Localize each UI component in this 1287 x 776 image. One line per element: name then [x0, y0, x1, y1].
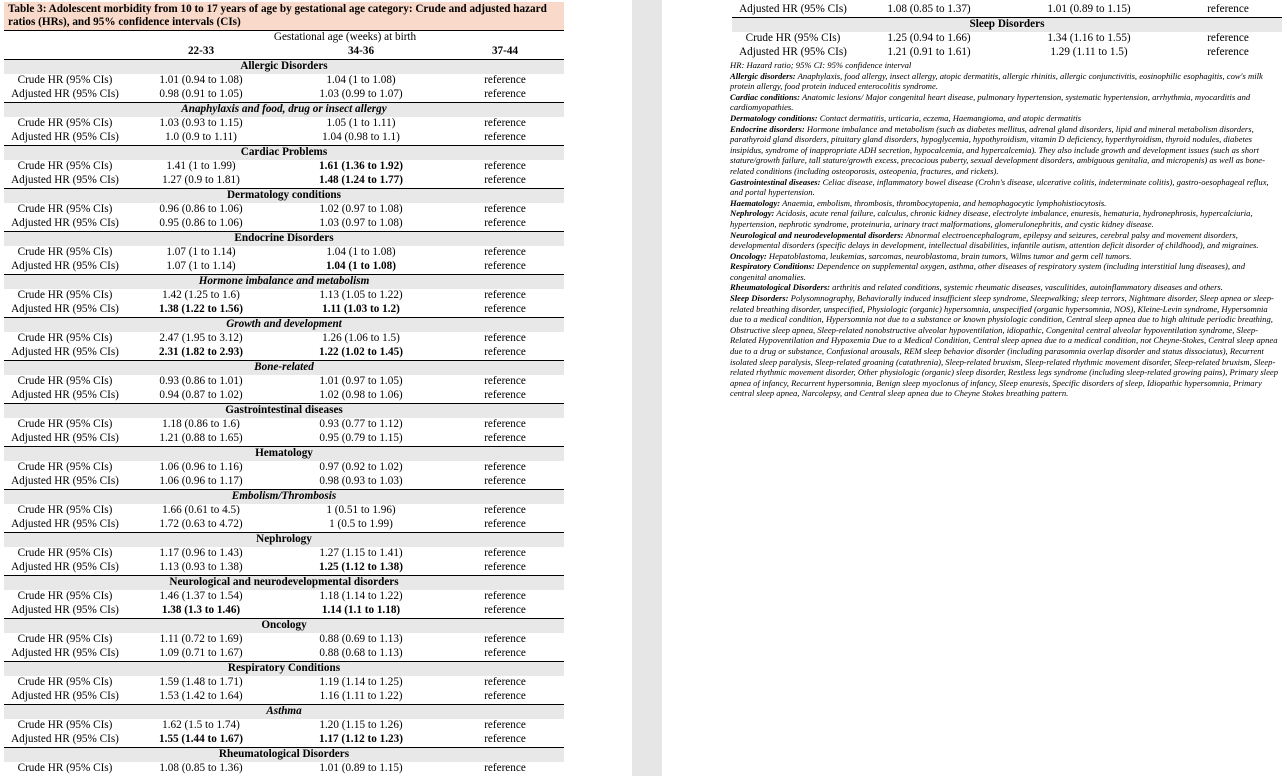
hr-value: reference — [484, 174, 526, 187]
hr-value: 1.04 (1 to 1.08) — [326, 246, 396, 259]
crude-hr-label: Crude HR (95% CIs) — [17, 289, 113, 302]
table-row — [4, 647, 564, 662]
footnote-text: Hormone imbalance and metabolism (such as diabetes mellitus, adrenal gland disorders, lipid and mineral metabolism disorders, parathyroid gland disorders, pituitary gland disorders, hypoglycemia, hypothyroidism, vitamin D deficiency, hyperthyroidism, thyroid nodules, diabetes insipidus, syndrome of inappropriate ADH secretion, hypocalcemia, and hypercalcemia). They also include growth and development issues (such as short stature/growth failure, tall stature/growth excess, precocious puberty, sexual development disorders, ambiguous genitalia, and micropenis) as well as bone-related conditions (including osteoporosis, osteopenia, fractures, and rickets). — [730, 123, 1265, 176]
crude-hr-label: Crude HR (95% CIs) — [17, 633, 113, 646]
hr-value: 1.26 (1.06 to 1.5) — [322, 332, 400, 345]
footnote-text: HR: Hazard ratio; 95% CI: 95% confidence interval — [730, 60, 912, 70]
section-title: Sleep Disorders — [732, 18, 1282, 33]
table-row — [4, 504, 564, 518]
crude-hr-label: Crude HR (95% CIs) — [17, 461, 113, 474]
section-header-row — [4, 705, 564, 720]
hr-value: 1.72 (0.63 to 4.72) — [159, 518, 243, 531]
hr-value: 1.0 (0.9 to 1.11) — [165, 131, 237, 144]
hr-value: 1.06 (0.96 to 1.17) — [159, 475, 243, 488]
hr-value: 1.05 (1 to 1.11) — [326, 117, 396, 130]
hr-value: 1.27 (1.15 to 1.41) — [319, 547, 403, 560]
hr-value: 1 (0.5 to 1.99) — [329, 518, 393, 531]
table-row — [4, 604, 564, 619]
hr-value: reference — [484, 74, 526, 87]
hr-value: 1.02 (0.98 to 1.06) — [319, 389, 403, 402]
hr-value: 1.06 (0.96 to 1.16) — [159, 461, 243, 474]
hr-value: 0.97 (0.92 to 1.02) — [319, 461, 403, 474]
adjusted-hr-label: Adjusted HR (95% CIs) — [11, 561, 119, 574]
hr-value: 0.88 (0.68 to 1.13) — [319, 647, 403, 660]
hr-value: 1.66 (0.61 to 4.5) — [162, 504, 240, 517]
crude-hr-label: Crude HR (95% CIs) — [17, 203, 113, 216]
footnote-text: Anatomic lesions/ Major congenital heart disease, pulmonary hypertension, systematic hypertension, arrhythmia, myocarditis and cardiomyopathies. — [730, 91, 1251, 113]
hr-value: 1.13 (1.05 to 1.22) — [319, 289, 403, 302]
adjusted-hr-label: Adjusted HR (95% CIs) — [739, 3, 847, 16]
hr-value: 1.34 (1.16 to 1.55) — [1047, 32, 1131, 45]
adjusted-hr-label: Adjusted HR (95% CIs) — [11, 432, 119, 445]
hr-value: reference — [484, 131, 526, 144]
section-header-row — [4, 533, 564, 548]
document-page-left — [0, 0, 565, 776]
crude-hr-label: Crude HR (95% CIs) — [745, 32, 841, 45]
hr-value: 0.93 (0.86 to 1.01) — [159, 375, 243, 388]
table-footnotes — [730, 60, 1278, 399]
hr-value: 1.53 (1.42 to 1.64) — [159, 690, 243, 703]
hr-value: 1.25 (1.12 to 1.38) — [319, 561, 403, 574]
hr-value: 0.96 (0.86 to 1.06) — [159, 203, 243, 216]
hr-value: reference — [1207, 46, 1249, 59]
section-header-row — [4, 146, 564, 161]
table-row — [4, 289, 564, 303]
crude-hr-label: Crude HR (95% CIs) — [17, 547, 113, 560]
footnote-term: Respiratory Conditions: — [730, 261, 815, 272]
hr-value: 1.08 (0.85 to 1.36) — [159, 762, 243, 775]
section-header-row — [4, 447, 564, 462]
footnote-text: arthritis and related conditions, systemic rheumatic diseases, vasculitides, autoinflammatory diseases and others. — [830, 282, 1223, 293]
crude-hr-label: Crude HR (95% CIs) — [17, 375, 113, 388]
table-row — [4, 203, 564, 217]
hr-value: 1.22 (1.02 to 1.45) — [319, 346, 403, 359]
table-row — [4, 547, 564, 561]
hr-value: 1.09 (0.71 to 1.67) — [159, 647, 243, 660]
hr-value: 1.03 (0.93 to 1.15) — [159, 117, 243, 130]
gestational-age-header: Gestational age (weeks) at birth — [126, 31, 564, 46]
empty-cell — [4, 31, 126, 46]
hr-value: reference — [484, 289, 526, 302]
footnote-term: Allergic disorders: — [730, 70, 796, 81]
crude-hr-label: Crude HR (95% CIs) — [17, 719, 113, 732]
hr-value: 1.38 (1.22 to 1.56) — [159, 303, 243, 316]
adjusted-hr-label: Adjusted HR (95% CIs) — [11, 174, 119, 187]
hr-value: 1.11 (1.03 to 1.2) — [322, 303, 400, 316]
hr-value: 1.27 (0.9 to 1.81) — [162, 174, 240, 187]
gestational-age-header-row — [4, 31, 564, 46]
adjusted-hr-label: Adjusted HR (95% CIs) — [11, 217, 119, 230]
hr-value: 1.03 (0.97 to 1.08) — [319, 217, 403, 230]
section-title: Growth and development — [4, 318, 564, 333]
hr-value: reference — [484, 375, 526, 388]
table-row — [4, 332, 564, 346]
hr-value: 1.08 (0.85 to 1.37) — [887, 3, 971, 16]
hr-value: 1.46 (1.37 to 1.54) — [159, 590, 243, 603]
table-row — [4, 762, 564, 776]
table-row — [4, 260, 564, 275]
hr-value: reference — [484, 346, 526, 359]
section-header-row — [4, 275, 564, 290]
hr-value: 1.01 (0.89 to 1.15) — [1047, 3, 1131, 16]
column-header: 22-33 — [126, 45, 276, 60]
hr-value: reference — [484, 719, 526, 732]
hazard-ratio-table — [4, 30, 564, 776]
section-title: Oncology — [4, 619, 564, 634]
table-row — [4, 475, 564, 490]
hr-value: 1.18 (1.14 to 1.22) — [319, 590, 403, 603]
table-row — [4, 217, 564, 232]
hr-value: 1 (0.51 to 1.96) — [326, 504, 396, 517]
hr-value: reference — [484, 475, 526, 488]
crude-hr-label: Crude HR (95% CIs) — [17, 160, 113, 173]
hr-value: reference — [484, 461, 526, 474]
section-title: Anaphylaxis and food, drug or insect allergy — [4, 103, 564, 118]
table-row — [4, 88, 564, 103]
hr-value: reference — [484, 590, 526, 603]
hr-value: 0.88 (0.69 to 1.13) — [319, 633, 403, 646]
hr-value: 2.31 (1.82 to 2.93) — [159, 346, 243, 359]
column-header-row — [4, 45, 564, 60]
table-row — [4, 432, 564, 447]
hr-value: 1.04 (1 to 1.08) — [326, 74, 396, 87]
footnote-text: Polysomnography, Behaviorally induced insufficient sleep syndrome, Sleepwalking; sleep terrors, Nightmare disorder, Sleep apnea or sleep-related breathing disorder, unspecified, Physiologic (organic) hypersomnia, unspecified (organic hypersomnia, NOS), Kleine-Levin syndrome, Hypersomnia due to a medical condition, Hypersomnia not due to a substance or known physiologic condition, Central sleep apnea due to high altitude periodic breathing, Obstructive sleep apnea, Sleep-related nonobstructive alveolar hypoventilation, idiopathic, Congenital central alveolar hypoventilation syndrome, Sleep-Related Hypoventilation and Hypoxemia Due to a Medical Condition, Central sleep apnea due to a medical condition, not Cheyne-Stokes, Central sleep apnea due to a drug or substance, Confusional arousals, REM sleep behavior disorder (including parasomnia overlap disorder and status dissociatus), Recurrent isolated sleep paralysis, Sleep-related groaning (catathrenia), Sleep-related bruxism, Sleep-related rhythmic movement disorder, Sleep-related bruxism, Sleep-related rhythmic movement disorder, Other physiologic (organic) sleep disorder, Restless legs syndrome (including sleep-related growing pains), Primary sleep apnea of infancy, Recurrent hypersomnia, Benign sleep myoclonus of infancy, Sleep enuresis, Specific disorders of sleep, Idiopathic hypersomnia, Primary central sleep apnea, Narcolepsy, and Central sleep apnea due to Cheyne Stokes breathing pattern. — [730, 293, 1278, 399]
hr-value: 1.16 (1.11 to 1.22) — [319, 690, 403, 703]
hr-value: 0.93 (0.77 to 1.12) — [319, 418, 403, 431]
table-title: Table 3: Adolescent morbidity from 10 to 17 years of age by gestational age category: Crude and adjusted hazard ratios (HRs), and 95% confidence intervals (CIs) — [4, 2, 564, 30]
column-header: 34-36 — [276, 45, 446, 60]
footnote-text: Abnormal electroencephalogram, epilepsy and seizures, cerebral palsy and movement disorders, developmental disorders (specific delays in development, intellectual disabilities, infantile autism, attention deficit disorder of childhood), and migraines. — [730, 229, 1259, 251]
hr-value: 1.21 (0.91 to 1.61) — [887, 46, 971, 59]
hr-value: reference — [484, 303, 526, 316]
hr-value: 1.29 (1.11 to 1.5) — [1050, 46, 1128, 59]
footnote-text: Celiac disease, inflammatory bowel disease (Crohn's disease, ulcerative colitis, indeterminate colitis), gastro-oesophageal reflux, and portal hypertension. — [730, 176, 1269, 198]
table-row — [4, 733, 564, 748]
table-row — [4, 131, 564, 146]
footnote-term: Endocrine disorders: — [730, 123, 805, 134]
hr-value: reference — [1207, 3, 1249, 16]
table-row — [4, 461, 564, 475]
crude-hr-label: Crude HR (95% CIs) — [17, 504, 113, 517]
hr-value: 0.94 (0.87 to 1.02) — [159, 389, 243, 402]
table-row — [4, 375, 564, 389]
footnote — [730, 261, 1278, 282]
footnote — [730, 60, 1278, 71]
hr-value: reference — [484, 604, 526, 617]
hr-value: reference — [484, 217, 526, 230]
hr-value: reference — [484, 160, 526, 173]
section-header-row — [4, 662, 564, 677]
footnote-term: Haematology: — [730, 197, 781, 208]
hr-value: 0.95 (0.79 to 1.15) — [319, 432, 403, 445]
section-title: Gastrointestinal diseases — [4, 404, 564, 419]
hr-value: 1.55 (1.44 to 1.67) — [159, 733, 243, 746]
hr-value: 1.04 (0.98 to 1.1) — [322, 131, 400, 144]
hr-value: 1.01 (0.89 to 1.15) — [319, 762, 403, 775]
column-header: 37-44 — [446, 45, 564, 60]
footnote — [730, 230, 1278, 251]
section-title: Cardiac Problems — [4, 146, 564, 161]
hr-value: 1.38 (1.3 to 1.46) — [161, 604, 241, 617]
adjusted-hr-label: Adjusted HR (95% CIs) — [11, 690, 119, 703]
crude-hr-label: Crude HR (95% CIs) — [17, 117, 113, 130]
footnote-text: Hepatoblastoma, leukemias, sarcomas, neuroblastoma, brain tumors, Wilms tumor and germ cell tumors. — [766, 250, 1132, 261]
footnote-term: Neurological and neurodevelopmental disorders: — [730, 229, 904, 240]
hr-value: 1.07 (1 to 1.14) — [166, 260, 236, 273]
section-header-row — [4, 619, 564, 634]
hr-value: 1.25 (0.94 to 1.66) — [887, 32, 971, 45]
table-row — [4, 303, 564, 318]
hr-value: reference — [484, 504, 526, 517]
crude-hr-label: Crude HR (95% CIs) — [17, 762, 113, 775]
adjusted-hr-label: Adjusted HR (95% CIs) — [11, 475, 119, 488]
crude-hr-label: Crude HR (95% CIs) — [17, 676, 113, 689]
section-header-row — [732, 18, 1282, 33]
hr-value: reference — [484, 260, 526, 273]
table-row — [4, 518, 564, 533]
section-header-row — [4, 232, 564, 247]
empty-cell — [4, 45, 126, 60]
footnote — [730, 177, 1278, 198]
hr-value: 1.07 (1 to 1.14) — [166, 246, 236, 259]
table-row — [4, 719, 564, 733]
adjusted-hr-label: Adjusted HR (95% CIs) — [11, 518, 119, 531]
hr-value: reference — [484, 518, 526, 531]
table-row — [4, 690, 564, 705]
hr-value: 1.42 (1.25 to 1.6) — [162, 289, 240, 302]
footnote — [730, 124, 1278, 177]
hr-value: 0.98 (0.93 to 1.03) — [319, 475, 403, 488]
section-title: Neurological and neurodevelopmental disorders — [4, 576, 564, 591]
table-row — [732, 3, 1282, 18]
footnote-text: Dependence on supplemental oxygen, asthma, other diseases of respiratory system (including interstitial lung diseases), and congenital anomalies. — [730, 261, 1246, 282]
hr-value: 1.20 (1.15 to 1.26) — [319, 719, 403, 732]
hr-value: 1.17 (1.12 to 1.23) — [319, 733, 403, 746]
hr-value: reference — [484, 246, 526, 259]
hr-value: 1.13 (0.93 to 1.38) — [159, 561, 243, 574]
hr-value: 1.19 (1.14 to 1.25) — [319, 676, 403, 689]
crude-hr-label: Crude HR (95% CIs) — [17, 590, 113, 603]
hr-value: 1.48 (1.24 to 1.77) — [319, 174, 403, 187]
footnote-term: Oncology: — [730, 250, 767, 261]
crude-hr-label: Crude HR (95% CIs) — [17, 418, 113, 431]
footnote — [730, 282, 1278, 293]
hr-value: 0.95 (0.86 to 1.06) — [159, 217, 243, 230]
hr-value: 0.98 (0.91 to 1.05) — [159, 88, 243, 101]
section-title: Bone-related — [4, 361, 564, 376]
adjusted-hr-label: Adjusted HR (95% CIs) — [11, 733, 119, 746]
footnote-text: Contact dermatitis, urticaria, eczema, Haemangioma, and atopic dermatitis — [817, 112, 1082, 123]
hr-value: reference — [484, 676, 526, 689]
footnote-text: Anaemia, embolism, thrombosis, thrombocytopenia, and hemophagocytic lymphohistiocytosis. — [780, 197, 1107, 208]
crude-hr-label: Crude HR (95% CIs) — [17, 246, 113, 259]
hr-value: 1.01 (0.94 to 1.08) — [159, 74, 243, 87]
section-header-row — [4, 490, 564, 505]
footnote — [730, 251, 1278, 262]
table-row — [4, 246, 564, 260]
footnote-term: Dermatology conditions: — [730, 112, 818, 123]
table-row — [4, 74, 564, 88]
table-row — [4, 346, 564, 361]
section-title: Embolism/Thrombosis — [4, 490, 564, 505]
section-title: Nephrology — [4, 533, 564, 548]
hr-value: 1.01 (0.97 to 1.05) — [319, 375, 403, 388]
footnote — [730, 71, 1278, 92]
hr-value: 1.59 (1.48 to 1.71) — [159, 676, 243, 689]
section-title: Asthma — [4, 705, 564, 720]
adjusted-hr-label: Adjusted HR (95% CIs) — [11, 389, 119, 402]
table-row — [4, 561, 564, 576]
hr-value: 1.14 (1.1 to 1.18) — [321, 604, 401, 617]
hr-value: reference — [484, 418, 526, 431]
table-row — [4, 174, 564, 189]
table-row — [4, 590, 564, 604]
footnote-text: Acidosis, acute renal failure, calculus, chronic kidney disease, electrolyte imbalance, enuresis, hematuria, hydronephrosis, hypercalciuria, hypertension, nephrotic syndrome, proteinuria, urinary tract malformations, glomerulonephritis, and cystic kidney disease. — [730, 208, 1253, 229]
hr-value: reference — [1207, 32, 1249, 45]
section-header-row — [4, 361, 564, 376]
adjusted-hr-label: Adjusted HR (95% CIs) — [11, 604, 119, 617]
footnote-text: Anaphylaxis, food allergy, insect allergy, atopic dermatitis, allergic rhinitis, allergic conjunctivitis, eosinophilic esophagitis, cow's milk protein allergy, food protein induced enterocolitis syndrome. — [730, 70, 1263, 92]
table-row — [4, 117, 564, 131]
hazard-ratio-table-continued — [732, 3, 1282, 60]
footnote — [730, 113, 1278, 124]
section-title: Respiratory Conditions — [4, 662, 564, 677]
hr-value: reference — [484, 332, 526, 345]
footnote-term: Rheumatological Disorders: — [730, 282, 831, 293]
hr-value: 1.04 (1 to 1.08) — [326, 260, 396, 273]
footnote — [730, 92, 1278, 113]
section-title: Hematology — [4, 447, 564, 462]
crude-hr-label: Crude HR (95% CIs) — [17, 74, 113, 87]
adjusted-hr-label: Adjusted HR (95% CIs) — [11, 303, 119, 316]
crude-hr-label: Crude HR (95% CIs) — [17, 332, 113, 345]
section-title: Endocrine Disorders — [4, 232, 564, 247]
hr-value: 2.47 (1.95 to 3.12) — [159, 332, 243, 345]
page-gutter — [632, 0, 662, 776]
footnote-term: Gastrointestinal diseases: — [730, 176, 821, 187]
hr-value: 1.11 (0.72 to 1.69) — [159, 633, 243, 646]
footnote-term: Sleep Disorders: — [730, 293, 789, 304]
hr-value: 1.21 (0.88 to 1.65) — [159, 432, 243, 445]
adjusted-hr-label: Adjusted HR (95% CIs) — [11, 131, 119, 144]
hr-value: 1.02 (0.97 to 1.08) — [319, 203, 403, 216]
section-header-row — [4, 576, 564, 591]
table-row — [732, 32, 1282, 46]
section-title: Allergic Disorders — [4, 60, 564, 75]
hr-value: 1.03 (0.99 to 1.07) — [319, 88, 403, 101]
hr-value: reference — [484, 88, 526, 101]
footnote — [730, 208, 1278, 229]
hr-value: reference — [484, 762, 526, 775]
hr-value: reference — [484, 647, 526, 660]
hr-value: reference — [484, 561, 526, 574]
adjusted-hr-label: Adjusted HR (95% CIs) — [11, 346, 119, 359]
hr-value: 1.17 (0.96 to 1.43) — [159, 547, 243, 560]
table-row — [4, 633, 564, 647]
adjusted-hr-label: Adjusted HR (95% CIs) — [11, 647, 119, 660]
hr-value: reference — [484, 733, 526, 746]
section-header-row — [4, 103, 564, 118]
section-header-row — [4, 404, 564, 419]
table-row — [4, 160, 564, 174]
footnote-term: Cardiac conditions: — [730, 91, 800, 102]
section-header-row — [4, 748, 564, 763]
section-title: Rheumatological Disorders — [4, 748, 564, 763]
table-row — [4, 418, 564, 432]
section-header-row — [4, 189, 564, 204]
hr-value: 1.18 (0.86 to 1.6) — [162, 418, 240, 431]
hr-value: reference — [484, 117, 526, 130]
hr-value: reference — [484, 633, 526, 646]
table-row — [732, 46, 1282, 60]
hr-value: 1.41 (1 to 1.99) — [166, 160, 236, 173]
adjusted-hr-label: Adjusted HR (95% CIs) — [11, 88, 119, 101]
section-title: Hormone imbalance and metabolism — [4, 275, 564, 290]
hr-value: reference — [484, 432, 526, 445]
hr-value: reference — [484, 547, 526, 560]
section-title: Dermatology conditions — [4, 189, 564, 204]
footnote — [730, 198, 1278, 209]
hr-value: reference — [484, 389, 526, 402]
section-header-row — [4, 318, 564, 333]
table-row — [4, 676, 564, 690]
section-header-row — [4, 60, 564, 75]
hr-value: reference — [484, 690, 526, 703]
hr-value: reference — [484, 203, 526, 216]
hr-value: 1.62 (1.5 to 1.74) — [162, 719, 240, 732]
hr-value: 1.61 (1.36 to 1.92) — [319, 160, 403, 173]
footnote — [730, 293, 1278, 399]
adjusted-hr-label: Adjusted HR (95% CIs) — [11, 260, 119, 273]
table-row — [4, 389, 564, 404]
adjusted-hr-label: Adjusted HR (95% CIs) — [739, 46, 847, 59]
footnote-term: Nephrology: — [730, 208, 775, 219]
